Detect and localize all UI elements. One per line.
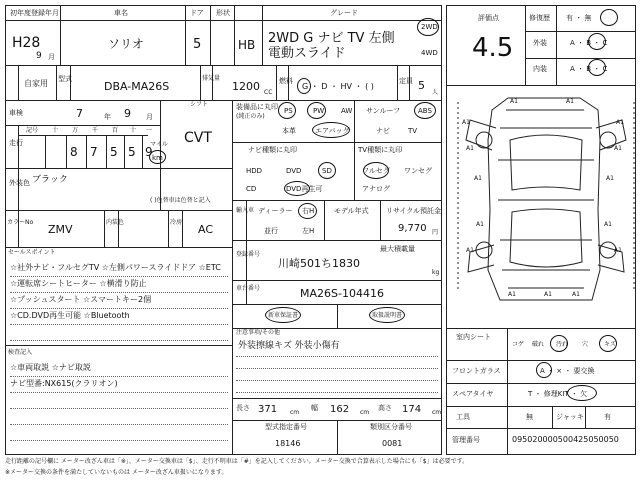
color-label: 外装色	[9, 179, 30, 187]
ext-letters: A ・ B ・ C	[570, 39, 608, 47]
mark-a1-14: A1	[544, 291, 552, 298]
model-year-label: モデル年式	[334, 207, 369, 215]
spare-kit-circle	[567, 385, 597, 401]
car-name: ソリオ	[108, 37, 144, 51]
digit-4: 5	[128, 145, 136, 159]
ac-label: 冷房	[170, 219, 183, 226]
mileage-label: 走行	[9, 139, 23, 147]
mark-a1-12: A1	[614, 247, 622, 254]
equip-sunroof: サンルーフ	[366, 107, 401, 115]
int-color-label: 内装色	[106, 219, 125, 226]
reg-month-unit: 月	[48, 53, 55, 61]
digit-2: 7	[90, 145, 98, 159]
jack-label: ジャッキ	[556, 413, 584, 421]
notes-text: 外装擦線キズ 外装小傷有	[238, 341, 340, 351]
category-label: 類別区分番号	[370, 423, 412, 431]
notes-label: 注意事項/その他	[236, 329, 281, 336]
navi-label: ナビ種類に丸印	[248, 146, 297, 154]
equip-label: 装備品に丸印	[236, 103, 278, 111]
checker-line-1: ☆車両取説 ☆ナビ取説	[10, 363, 91, 372]
length-value: 371	[258, 404, 278, 415]
km-label: km	[152, 154, 163, 162]
type-cert-label: 型式指定番号	[265, 423, 307, 431]
spare-label: スペアタイヤ	[452, 390, 494, 398]
footer-line-2: ※メーター交換の条件を満たしていないものは メーター改ざん車扱いになります。	[5, 469, 228, 476]
navi-dvd-play: DVD再生可	[286, 185, 323, 193]
footer-line-1: 走行距離の記号欄に メーター改ざん車は「※」、メーター交換車は「$」、走行不明車は「#」を記入してください。メーター交換で合算表示した場合にも「$」は必要です。	[5, 458, 469, 465]
cap-value: 5	[418, 79, 425, 92]
unit-5: 一	[146, 127, 153, 134]
scratch-circle	[599, 335, 617, 352]
door-value: 5	[193, 37, 202, 52]
use-label: 自家用	[24, 79, 48, 88]
mark-a1-1: A1	[510, 98, 518, 105]
unit-0: 十	[52, 127, 59, 134]
shift-label: シフト	[190, 101, 209, 108]
interior-hole: 穴	[582, 341, 589, 348]
mark-a1-8: A1	[606, 175, 614, 182]
color-value: ブラック	[32, 175, 68, 185]
mark-a1-7: A1	[474, 175, 482, 182]
mark-a1-10: A1	[604, 221, 612, 228]
repair-options: 有 ・ 無	[566, 14, 592, 22]
fuel-options: G ・ D ・ HV ・ ( )	[302, 82, 374, 91]
sales-line-3: ☆プッシュスタート ☆スマートキー2個	[10, 295, 152, 304]
inspection-year: 7	[76, 107, 83, 120]
color-code-value: ZMV	[48, 223, 73, 236]
equip-ps: PS	[284, 107, 293, 115]
navi-hdd: HDD	[246, 167, 263, 175]
interior-tear: 破れ	[532, 341, 545, 348]
mark-a1-11: A1	[466, 247, 474, 254]
checker-line-2: ナビ型番:NX615(クラリオン)	[10, 379, 118, 388]
model-value: DBA-MA26S	[104, 80, 170, 93]
parallel: 並行	[264, 227, 278, 235]
grade-score: 4.5	[472, 33, 514, 63]
interior-scratch: キズ	[604, 341, 616, 348]
sales-label: セールスポイント	[8, 249, 56, 256]
mark-a1-2: A1	[566, 98, 574, 105]
sales-line-2: ☆運転席シートヒーター ☆横滑り防止	[10, 279, 147, 288]
glass-a-circle	[536, 362, 552, 378]
interior-label: 室内シート	[456, 333, 491, 341]
interior-stain: 汚れ	[556, 341, 569, 348]
import-label: 輸入車	[236, 207, 255, 214]
tv-analog: アナログ	[362, 185, 390, 193]
digit-1: 8	[70, 145, 78, 159]
right-hand: 右H	[302, 207, 315, 215]
shift-value: CVT	[184, 130, 212, 146]
glass-options: A ・ × ・ 要交換	[540, 367, 595, 375]
tv-oneseg: ワンセグ	[404, 167, 432, 175]
recycle-yen: 円	[432, 229, 439, 236]
category-number: 0081	[382, 439, 403, 448]
length-unit: cm	[290, 409, 300, 416]
recycle-label: リサイクル預託金	[386, 207, 442, 215]
equip-aw: AW	[341, 107, 353, 115]
dealer: ディーラー	[258, 207, 293, 215]
cc-unit: CC	[264, 89, 273, 96]
navi-sd: SD	[322, 167, 332, 175]
owner-manual: 取扱説明書	[372, 312, 403, 319]
grade-line2: 電動スライド	[268, 46, 346, 61]
length-label: 長さ	[236, 404, 250, 412]
color-code-label: カラーNo	[7, 219, 34, 226]
mile-label: マイル	[150, 141, 168, 148]
color-note: ( )色替車は色替と記入	[150, 197, 211, 204]
checker-label: 検査記入	[8, 349, 33, 356]
unit-2: 千	[92, 127, 99, 134]
unit-3: 百	[112, 127, 119, 134]
inspection-label: 車検	[9, 109, 23, 117]
reg-label: 初年度登録年月	[10, 9, 59, 17]
equip-airbag: エアバッグ	[315, 127, 350, 135]
door-label: ドア	[190, 9, 204, 17]
name-label: 車名	[114, 9, 128, 17]
ext-label: 外装	[533, 39, 547, 47]
equip-tv: TV	[408, 127, 418, 135]
disp-value: 1200	[232, 80, 260, 93]
int-letters: A ・ B ・ C	[570, 65, 608, 73]
mark-a1-4: A1	[616, 119, 624, 126]
width-unit: cm	[360, 409, 370, 416]
model-label: 型式	[58, 75, 72, 83]
left-hand: 左H	[302, 227, 315, 235]
inspection-year-unit: 年	[104, 113, 111, 121]
width-label: 幅	[311, 404, 318, 412]
unit-1: 万	[72, 127, 79, 134]
shape-label: 形状	[216, 9, 230, 17]
mileage-note-label: 記号	[26, 127, 39, 134]
cap-unit: 人	[432, 89, 439, 96]
reg-month: 9	[36, 51, 42, 61]
shape-value: HB	[238, 38, 256, 52]
mark-a1-9: A1	[476, 221, 484, 228]
equip-leather: 本革	[282, 127, 296, 135]
cap-label: 定員	[399, 77, 413, 85]
new-car-warranty: 新車保証書	[268, 312, 299, 319]
ac-value: AC	[198, 223, 214, 236]
tv-label: TV種類に丸印	[358, 146, 403, 154]
equip-abs: ABS	[418, 107, 432, 115]
sales-line-4: ☆CD.DVD再生可能 ☆Bluetooth	[10, 311, 130, 320]
reg-era: H28	[12, 35, 41, 51]
equip-pw: PW	[313, 107, 325, 115]
disp-label: 排気量	[202, 75, 221, 82]
inspection-month-unit: 月	[146, 113, 153, 121]
navi-dvd: DVD	[286, 167, 302, 175]
tools-label: 工具	[456, 413, 470, 421]
load-kg: kg	[432, 269, 440, 276]
width-value: 162	[330, 404, 350, 415]
type-cert-number: 18146	[275, 439, 301, 448]
tv-fullseg: フルセグ	[362, 167, 390, 175]
tools-value: 無	[526, 413, 533, 421]
mark-a1-3: A1	[462, 119, 470, 126]
repair-label: 修復歴	[529, 14, 550, 22]
unit-4: 十	[130, 127, 137, 134]
height-unit: cm	[432, 409, 442, 416]
height-label: 高さ	[378, 404, 392, 412]
grade-label: グレード	[330, 9, 358, 17]
mark-a1-13: A1	[508, 291, 516, 298]
digit-5: 9	[145, 145, 153, 159]
int-label: 内装	[533, 65, 547, 73]
digit-3: 5	[110, 145, 118, 159]
mark-a1-6: A1	[614, 145, 622, 152]
fuel-label: 燃料	[279, 77, 293, 85]
control-number: 095020000500425050050	[512, 435, 619, 444]
drive-2wd: 2WD	[421, 23, 438, 31]
grade-score-label: 評価点	[478, 14, 499, 22]
interior-burn: コゲ	[512, 341, 525, 348]
reg-number: 川崎501ち1830	[278, 257, 360, 270]
mark-a1-15: A1	[572, 291, 580, 298]
frame-label: 車台番号	[236, 285, 261, 292]
equip-navi: ナビ	[376, 127, 390, 135]
navi-cd: CD	[246, 185, 257, 193]
recycle-value: 9,770	[398, 223, 427, 234]
drive-4wd: 4WD	[421, 49, 438, 57]
height-value: 174	[402, 404, 422, 415]
glass-label: フロントガラス	[452, 367, 501, 375]
mark-a1-5: A1	[466, 145, 474, 152]
sales-line-1: ☆社外ナビ・フルセグTV ☆左側パワースライドドア ☆ETC	[10, 263, 221, 272]
load-label: 最大積載量	[380, 245, 415, 253]
spare-options: T ・ 修理KIT ・ 欠	[528, 390, 588, 398]
grade-line1: 2WD G ナビ TV 左側	[268, 31, 395, 46]
frame-number: MA26S-104416	[300, 287, 384, 300]
control-label: 管理番号	[452, 436, 480, 444]
stain-circle	[550, 335, 568, 352]
jack-value: 有	[604, 413, 611, 421]
inspection-month: 9	[124, 107, 131, 120]
reg-number-label: 登録番号	[236, 251, 261, 258]
equip-sub: (純正のみ)	[236, 113, 265, 120]
